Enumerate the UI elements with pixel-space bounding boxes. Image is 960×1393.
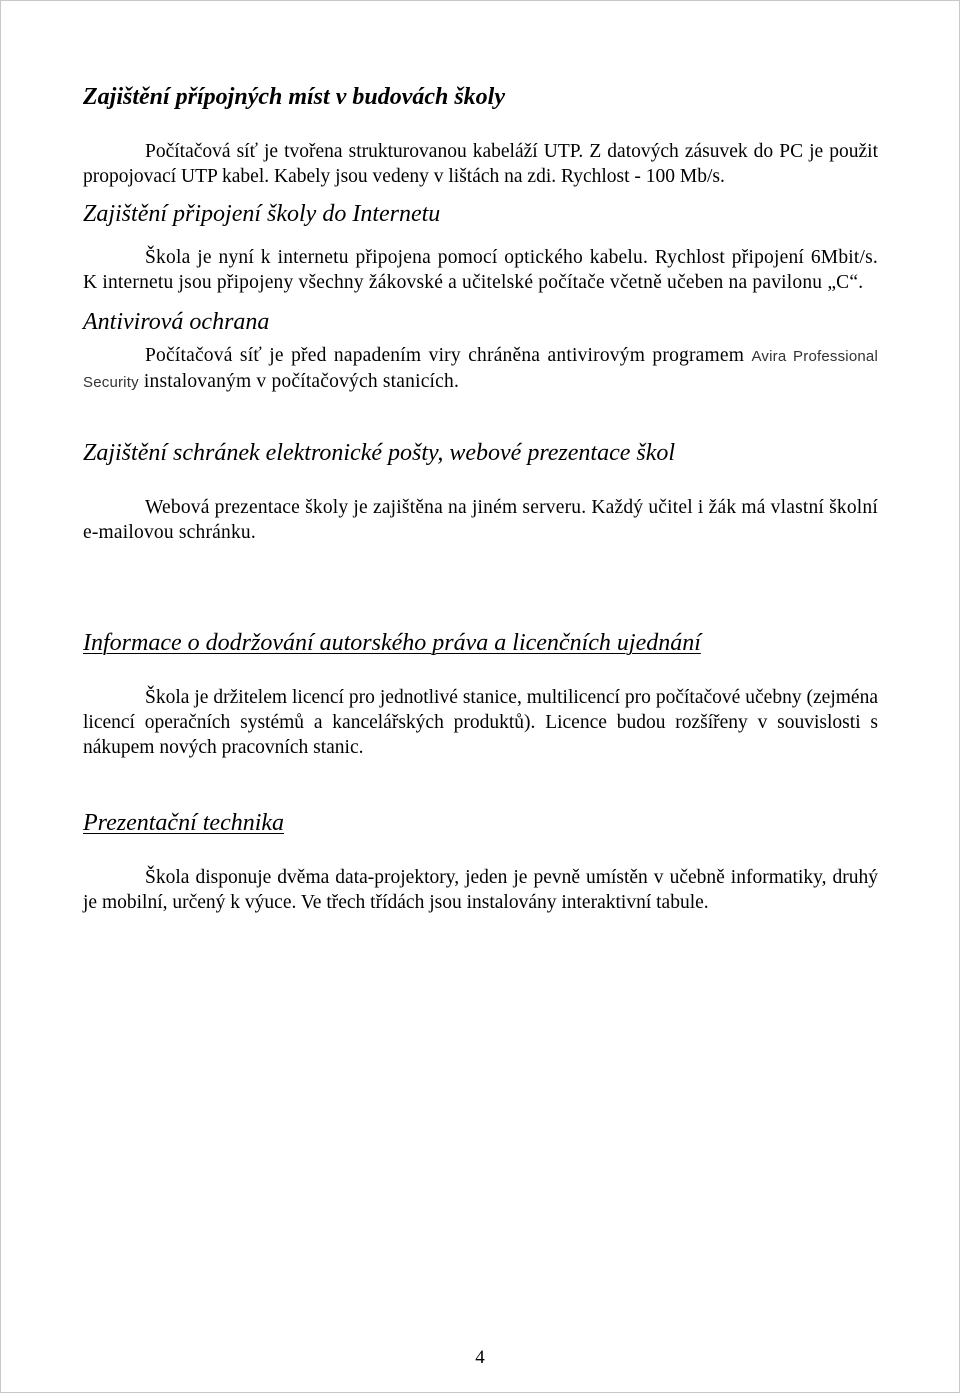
page-number: 4: [475, 1347, 485, 1368]
paragraph-pripojeni-internet: Škola je nyní k internetu připojena pomocí optického kabelu. Rychlost připojení 6Mbit/s. K internetu jsou připojeny všechny žákovské a učitelské počítače včetně učeben na pavilonu „C“.: [83, 247, 878, 293]
antivirus-product-name: Avira Professional Security: [83, 348, 878, 391]
paragraph-autorske-pravo: Škola je držitelem licencí pro jednotlivé stanice, multilicencí pro počítačové učebny (zejména licencí operačních systémů a kancelářských produktů). Licence budou rozšířeny v souvislosti s nákupem nových pracovních stanic.: [83, 687, 878, 758]
paragraph-schranky-email: Webová prezentace školy je zajištěna na jiném serveru. Každý učitel i žák má vlastní školní e-mailovou schránku.: [83, 497, 878, 543]
heading-pripojeni-internet: Zajištění připojení školy do Internetu: [83, 201, 441, 227]
heading-antivirova-ochrana-text: Antivirová ochrana: [83, 309, 270, 335]
heading-pripojna-mista: Zajištění přípojných míst v budovách školy: [83, 84, 506, 110]
document-body: [83, 82, 878, 915]
heading-antivirova-ochrana: [83, 307, 878, 337]
paragraph-prezentacni-technika: Škola disponuje dvěma data-projektory, jeden je pevně umístěn v učebně informatiky, druhý je mobilní, určený k výuce. Ve třech třídách jsou instalovány interaktivní tabule.: [83, 867, 878, 913]
antivirus-text-before: Počítačová síť je před napadením viry chráněna antivirovým programem: [145, 345, 752, 366]
heading-prezentacni-technika: Prezentační technika: [83, 810, 285, 836]
heading-autorske-pravo: Informace o dodržování autorského práva a licenčních ujednání: [83, 630, 701, 656]
paragraph-antivirova-ochrana: [83, 343, 878, 395]
antivirus-text-after: instalovaným v počítačových stanicích.: [138, 371, 460, 392]
heading-schranky-email: Zajištění schránek elektronické pošty, webové prezentace škol: [83, 440, 676, 466]
paragraph-pripojna-mista: Počítačová síť je tvořena strukturovanou kabeláží UTP. Z datových zásuvek do PC je použit propojovací UTP kabel. Kabely jsou vedeny v lištách na zdi. Rychlost - 100 Mb/s.: [83, 141, 878, 187]
